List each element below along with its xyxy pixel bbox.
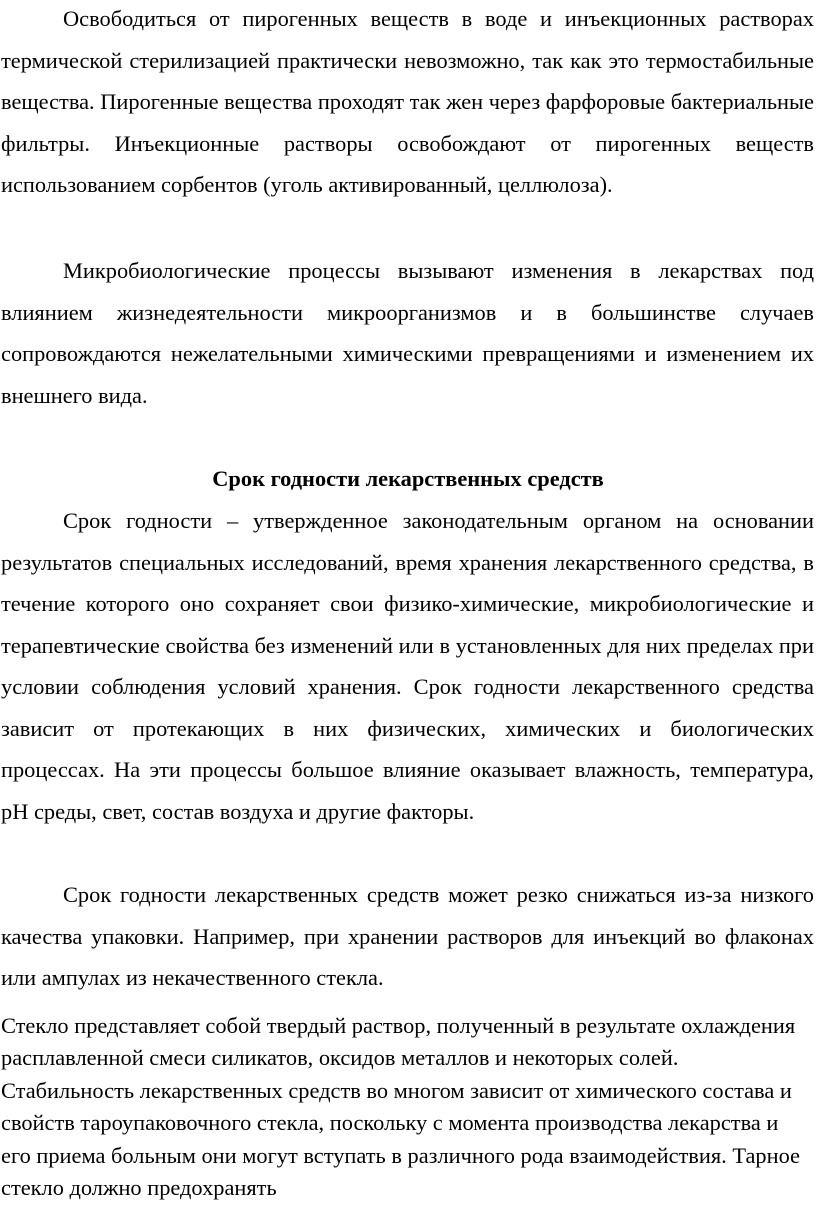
paragraph-glass: Стекло представляет собой твердый раствор, полученный в результате охлаждения расплавленной смеси силикатов, оксидов металлов и некоторых солей. Стабильность лекарственных средств во многом зависит от химического состава и свойств тароупаковочного стекла, поскольку с момента производства лекарства и его приема больным они могут вступать в различного рода взаимодействия. Тарное стекло должно предохранять [1, 1013, 800, 1201]
paragraph-shelf-life-definition: Срок годности – утвержденное законодательным органом на основании результатов специальных исследований, время хранения лекарственного средства, в течение которого оно сохраняет свои физико-химические, микробиологические и терапевтические свойства без изменений или в установленных для них пределах при условии соблюдения условий хранения. Срок годности лекарственного средства зависит от протекающих в них физических, химических и биологических процессах. На эти процессы большое влияние оказывает влажность, температура, pH среды, свет, состав воздуха и другие факторы. [1, 508, 814, 824]
paragraph-pyrogens: Освободиться от пирогенных веществ в воде и инъекционных растворах термической стерилизацией практически невозможно, так как это термостабильные вещества. Пирогенные вещества проходят так жен через фарфоровые бактериальные фильтры. Инъекционные растворы освобождают от пирогенных веществ использованием сорбентов (уголь активированный, целлюлоза). [1, 6, 814, 197]
paragraph-microbiological: Микробиологические процессы вызывают изменения в лекарствах под влиянием жизнедеятельности микроорганизмов и в большинстве случаев сопровождаются нежелательными химическими превращениями и изменением их внешнего вида. [1, 258, 814, 408]
section-heading: Срок годности лекарственных средств [212, 466, 604, 491]
paragraph-packaging: Срок годности лекарственных средств может резко снижаться из-за низкого качества упаковки. Например, при хранении растворов для инъекций во флаконах или ампулах из некачественного стекла. [1, 882, 814, 990]
